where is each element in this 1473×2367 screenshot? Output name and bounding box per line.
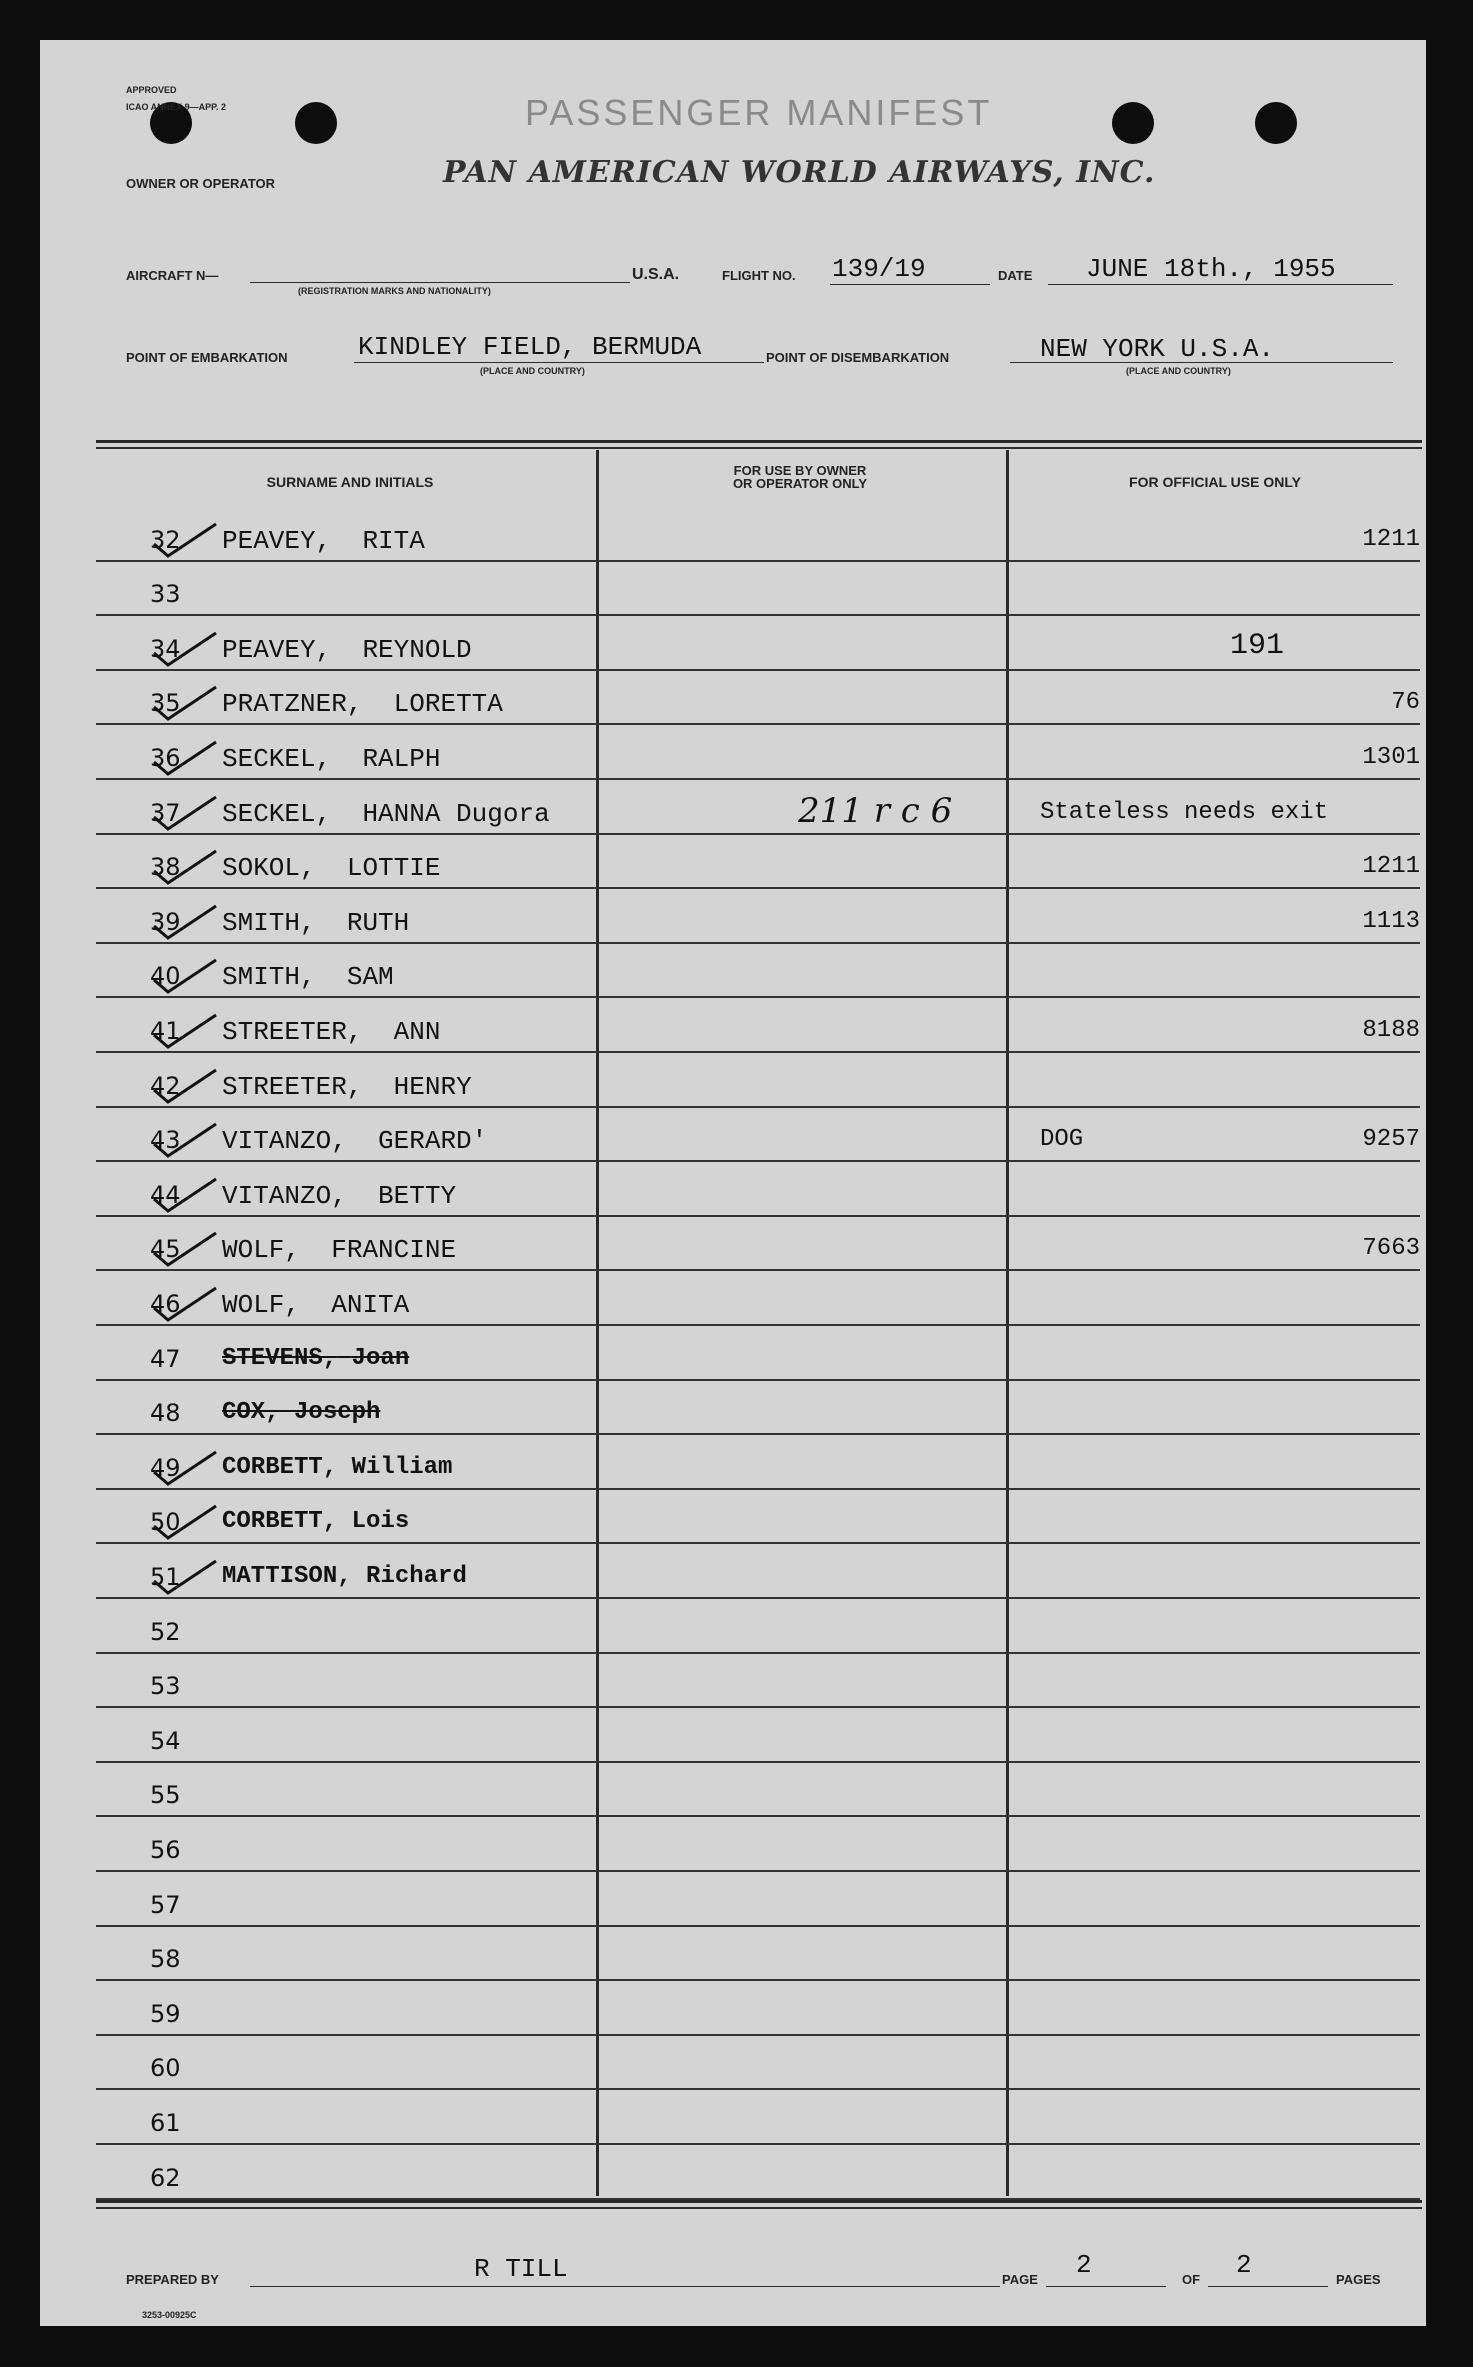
- official-note: DOG: [1040, 1126, 1084, 1153]
- row-line: [96, 1925, 1420, 1927]
- row-number: 58: [150, 1945, 181, 1973]
- passenger-surname: STREETER,: [222, 1017, 363, 1047]
- passenger-surname: WOLF,: [222, 1290, 301, 1320]
- row-line: [96, 1269, 1420, 1271]
- row-line: [96, 2088, 1420, 2090]
- passenger-surname: CORBETT,: [222, 1508, 338, 1535]
- row-number: 51: [150, 1563, 181, 1591]
- official-code: 8188: [1362, 1017, 1420, 1044]
- row-number: 36: [150, 744, 181, 772]
- checkmark-icon: [150, 902, 220, 942]
- passenger-surname: SECKEL,: [222, 744, 332, 774]
- row-line: [96, 833, 1420, 835]
- passenger-surname: STEVENS,: [222, 1345, 338, 1372]
- row-line: [96, 1379, 1420, 1381]
- disembarkation-point: NEW YORK U.S.A.: [1040, 334, 1275, 364]
- column-header-owner: [640, 464, 960, 490]
- checkmark-icon: [150, 520, 220, 560]
- checkmark-icon: [150, 793, 220, 833]
- row-number: 45: [150, 1235, 181, 1263]
- flight-line: [830, 284, 990, 285]
- date-label: DATE: [998, 268, 1033, 283]
- passenger-name: [222, 689, 503, 719]
- flight-label: FLIGHT NO.: [722, 268, 796, 283]
- column-divider: [596, 450, 599, 2196]
- passenger-name: [222, 1563, 467, 1590]
- column-divider: [1006, 450, 1009, 2196]
- checkmark-icon: [150, 1448, 220, 1488]
- passenger-initials: Joan: [351, 1345, 410, 1372]
- row-line: [96, 1324, 1420, 1326]
- row-line: [96, 723, 1420, 725]
- table-top-rule-2: [96, 447, 1422, 449]
- owner-header-line2: OR OPERATOR ONLY: [732, 476, 868, 491]
- row-line: [96, 614, 1420, 616]
- passenger-initials: RALPH: [362, 744, 441, 774]
- embark-caption: (PLACE AND COUNTRY): [480, 366, 585, 376]
- row-line: [96, 1106, 1420, 1108]
- punch-hole: [1255, 102, 1297, 144]
- passenger-name: [222, 908, 409, 938]
- row-number: 38: [150, 853, 181, 881]
- row-number: 61: [150, 2109, 181, 2137]
- date-line: [1048, 284, 1393, 285]
- passenger-initials: William: [351, 1454, 453, 1481]
- checkmark-icon: [150, 1011, 220, 1051]
- official-code: 76: [1391, 689, 1420, 716]
- passenger-surname: PEAVEY,: [222, 635, 332, 665]
- passenger-name: [222, 1235, 456, 1265]
- disembark-caption: (PLACE AND COUNTRY): [1126, 366, 1231, 376]
- row-number: 47: [150, 1345, 181, 1373]
- passenger-surname: SMITH,: [222, 908, 316, 938]
- passenger-name: [222, 799, 550, 829]
- passenger-initials: LORETTA: [393, 689, 503, 719]
- passenger-surname: PEAVEY,: [222, 526, 332, 556]
- row-number: 59: [150, 2000, 181, 2028]
- row-line: [96, 1051, 1420, 1053]
- row-line: [96, 942, 1420, 944]
- punch-hole: [1112, 102, 1154, 144]
- row-number: 52: [150, 1618, 181, 1646]
- row-line: [96, 1979, 1420, 1981]
- checkmark-icon: [150, 1120, 220, 1160]
- row-number: 35: [150, 689, 181, 717]
- official-code: 1211: [1362, 853, 1420, 880]
- table-top-rule: [96, 440, 1422, 443]
- row-line: [96, 887, 1420, 889]
- passenger-initials: Richard: [366, 1563, 467, 1590]
- row-number: 44: [150, 1181, 181, 1209]
- passenger-name: [222, 962, 394, 992]
- passenger-surname: PRATZNER,: [222, 689, 363, 719]
- checkmark-icon: [150, 956, 220, 996]
- page-title: PASSENGER MANIFEST: [525, 92, 993, 133]
- approval-annex: ICAO ANNEX 9—APP. 2: [126, 102, 227, 112]
- prepared-line: [250, 2286, 1000, 2287]
- of-label: OF: [1182, 2272, 1201, 2287]
- passenger-name: [222, 1181, 456, 1211]
- row-number: 54: [150, 1727, 181, 1755]
- row-line: [96, 1761, 1420, 1763]
- official-code: 1211: [1362, 526, 1420, 553]
- passenger-initials: RUTH: [346, 908, 410, 938]
- checkmark-icon: [150, 1502, 220, 1542]
- prepared-by-label: PREPARED BY: [126, 2272, 219, 2287]
- passenger-initials: BETTY: [378, 1181, 457, 1211]
- embarkation-label: POINT OF EMBARKATION: [126, 350, 288, 365]
- pages-label: PAGES: [1336, 2272, 1381, 2287]
- checkmark-icon: [150, 629, 220, 669]
- table-bottom-rule: [96, 2200, 1422, 2203]
- official-code: 1113: [1362, 908, 1420, 935]
- row-number: 50: [150, 1508, 181, 1536]
- passenger-name: [222, 1290, 409, 1320]
- row-number: 41: [150, 1017, 181, 1045]
- row-number: 40: [150, 962, 181, 990]
- disembarkation-line: [1010, 362, 1393, 363]
- passenger-name: [222, 1017, 440, 1047]
- official-code: 191: [1230, 629, 1285, 663]
- row-line: [96, 669, 1420, 671]
- official-code: 9257: [1362, 1126, 1420, 1153]
- checkmark-icon: [150, 1175, 220, 1215]
- passenger-name: [222, 1072, 472, 1102]
- row-number: 53: [150, 1672, 181, 1700]
- form-number: 3253-00925C: [142, 2310, 197, 2320]
- checkmark-icon: [150, 1284, 220, 1324]
- passenger-surname: WOLF,: [222, 1235, 301, 1265]
- row-line: [96, 1160, 1420, 1162]
- passenger-initials: RITA: [362, 526, 425, 556]
- row-line: [96, 560, 1420, 562]
- passenger-name: [222, 1399, 380, 1426]
- row-number: 34: [150, 635, 181, 663]
- total-pages: 2: [1236, 2250, 1252, 2280]
- passenger-name: [222, 853, 440, 883]
- column-header-official: FOR OFFICIAL USE ONLY: [1129, 474, 1301, 490]
- row-number: 56: [150, 1836, 181, 1864]
- passenger-surname: SOKOL,: [222, 853, 316, 883]
- passenger-name: [222, 1454, 452, 1481]
- passenger-surname: SMITH,: [222, 962, 316, 992]
- checkmark-icon: [150, 1229, 220, 1269]
- table-bottom-rule-2: [96, 2207, 1422, 2209]
- punch-hole: [295, 102, 337, 144]
- passenger-name: [222, 635, 472, 665]
- row-line: [96, 1706, 1420, 1708]
- page-number: 2: [1076, 2250, 1092, 2280]
- official-code: 1301: [1362, 744, 1420, 771]
- passenger-surname: STREETER,: [222, 1072, 363, 1102]
- row-line: [96, 1652, 1420, 1654]
- checkmark-icon: [150, 1066, 220, 1106]
- passenger-initials: REYNOLD: [362, 635, 472, 665]
- row-line: [96, 1597, 1420, 1599]
- official-code: 7663: [1362, 1235, 1420, 1262]
- passenger-initials: HENRY: [393, 1072, 472, 1102]
- page-label: PAGE: [1002, 2272, 1038, 2287]
- owner-label: OWNER OR OPERATOR: [126, 176, 276, 191]
- owner-header-line1: FOR USE BY OWNER: [733, 463, 867, 478]
- registration-caption: (REGISTRATION MARKS AND NATIONALITY): [298, 286, 491, 296]
- embarkation-line: [354, 362, 764, 363]
- passenger-initials: HANNA Dugora: [362, 799, 550, 829]
- row-number: 57: [150, 1891, 181, 1919]
- row-line: [96, 2198, 1420, 2200]
- airline-name: PAN AMERICAN WORLD AIRWAYS, INC.: [443, 155, 1156, 190]
- checkmark-icon: [150, 738, 220, 778]
- row-line: [96, 778, 1420, 780]
- passenger-name: [222, 526, 425, 556]
- passenger-surname: MATTISON,: [222, 1563, 352, 1590]
- prepared-by: R TILL: [474, 2254, 568, 2284]
- passenger-name: [222, 1126, 487, 1156]
- passenger-surname: SECKEL,: [222, 799, 332, 829]
- row-number: 39: [150, 908, 181, 936]
- passenger-surname: VITANZO,: [222, 1181, 347, 1211]
- passenger-initials: SAM: [346, 962, 394, 992]
- passenger-surname: VITANZO,: [222, 1126, 347, 1156]
- row-number: 32: [150, 526, 181, 554]
- passenger-initials: ANN: [393, 1017, 441, 1047]
- passenger-name: [222, 1345, 409, 1372]
- page-line: [1046, 2286, 1166, 2287]
- checkmark-icon: [150, 683, 220, 723]
- passenger-initials: Joseph: [294, 1399, 381, 1426]
- owner-note: 211 r c 6: [798, 791, 953, 831]
- aircraft-line: [250, 282, 630, 283]
- row-line: [96, 1542, 1420, 1544]
- passenger-initials: ANITA: [331, 1290, 410, 1320]
- aircraft-label: AIRCRAFT N—: [126, 268, 219, 283]
- flight-date: JUNE 18th., 1955: [1086, 254, 1336, 284]
- flight-number: 139/19: [832, 254, 926, 284]
- row-line: [96, 1433, 1420, 1435]
- manifest-page: [40, 40, 1426, 2326]
- of-line: [1208, 2286, 1328, 2287]
- checkmark-icon: [150, 847, 220, 887]
- row-number: 33: [150, 580, 181, 608]
- column-header-surname: SURNAME AND INITIALS: [266, 474, 434, 490]
- passenger-initials: FRANCINE: [331, 1235, 457, 1265]
- approval-stamp: APPROVED: [126, 85, 177, 95]
- row-number: 42: [150, 1072, 181, 1100]
- disembarkation-label: POINT OF DISEMBARKATION: [766, 350, 950, 365]
- passenger-initials: Lois: [351, 1508, 410, 1535]
- passenger-initials: LOTTIE: [346, 853, 441, 883]
- row-line: [96, 1870, 1420, 1872]
- passenger-name: [222, 744, 440, 774]
- row-number: 49: [150, 1454, 181, 1482]
- row-line: [96, 2143, 1420, 2145]
- row-line: [96, 2034, 1420, 2036]
- row-number: 46: [150, 1290, 181, 1318]
- row-number: 60: [150, 2054, 181, 2082]
- row-line: [96, 996, 1420, 998]
- row-number: 55: [150, 1781, 181, 1809]
- usa-label: U.S.A.: [632, 266, 680, 283]
- passenger-surname: CORBETT,: [222, 1454, 338, 1481]
- official-note: Stateless needs exit: [1040, 799, 1329, 826]
- passenger-initials: GERARD': [378, 1126, 488, 1156]
- row-line: [96, 1215, 1420, 1217]
- row-number: 37: [150, 799, 181, 827]
- row-number: 62: [150, 2164, 181, 2192]
- row-number: 48: [150, 1399, 181, 1427]
- row-line: [96, 1815, 1420, 1817]
- row-line: [96, 1488, 1420, 1490]
- embarkation-point: KINDLEY FIELD, BERMUDA: [358, 332, 702, 362]
- passenger-surname: COX,: [222, 1399, 280, 1426]
- row-number: 43: [150, 1126, 181, 1154]
- passenger-name: [222, 1508, 409, 1535]
- checkmark-icon: [150, 1557, 220, 1597]
